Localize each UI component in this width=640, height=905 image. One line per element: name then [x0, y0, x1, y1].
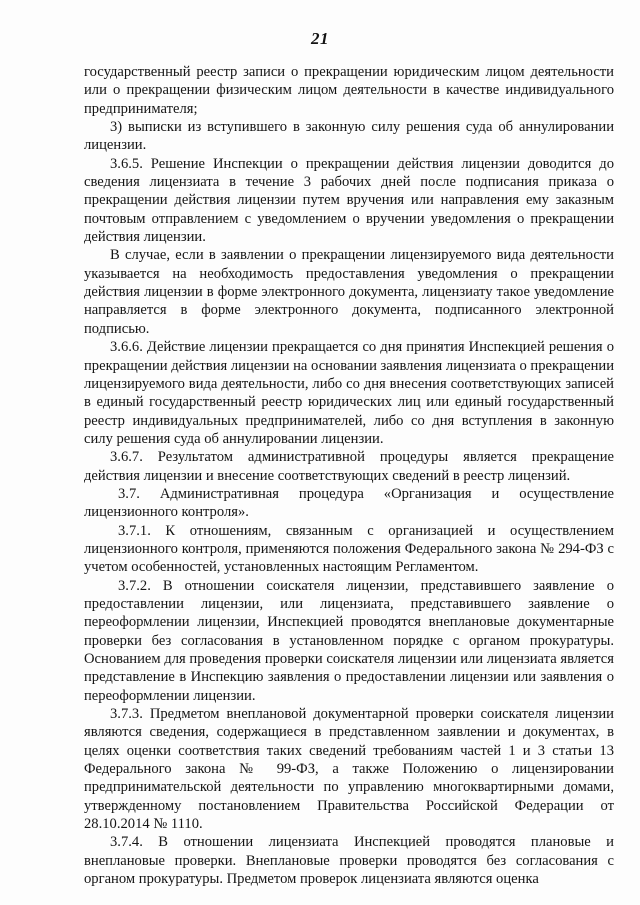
paragraph-3-6-7: 3.6.7. Результатом административной процедуры является прекращение действия лицензии и внесение соответствующих сведений в реестр лицензий. — [84, 449, 614, 484]
paragraph-3-7-4: 3.7.4. В отношении лицензиата Инспекцией проводятся плановые и внеплановые проверки. Внеплановые проверки проводятся без согласования с органом прокуратуры. Предметом проверок лицензиата являются оценка — [84, 834, 614, 888]
paragraph-3-6-6: 3.6.6. Действие лицензии прекращается со дня принятия Инспекцией решения о прекращении действия лицензии на основании заявления лицензиата о прекращении лицензируемого вида деятельности, либо со дня внесения соответствующих записей в единый государственный реестр юридических лиц или единый государственный реестр индивидуальных предпринимателей, либо со дня вступления в законную силу решения суда об аннулировании лицензии. — [84, 339, 615, 447]
paragraph-3-7-2: 3.7.2. В отношении соискателя лицензии, представившего заявление о предоставлении лицензии, или лицензиата, представившего заявление о переоформлении лицензии, Инспекцией проводятся внеплановые документарные проверки без согласования в установленном порядке с органом прокуратуры. Основанием для проведения проверки соискателя лицензии или лицензиата является представление в Инспекцию заявления о предоставлении лицензии или заявления о переоформлении лицензии. — [84, 577, 614, 704]
paragraph-registry-records: государственный реестр записи о прекращении юридическим лицом деятельности или о прекращении физическим лицом деятельности в качестве индивидуального предпринимателя; — [84, 64, 614, 117]
paragraph-electronic-notice: В случае, если в заявлении о прекращении лицензируемого вида деятельности указывается на необходимость предоставления уведомления о прекращении действия лицензии в форме электронного документа, лицензиату такое уведомление направляется в форме электронного документа, подписанного электронной подписью. — [84, 247, 614, 337]
paragraph-3-7: 3.7. Административная процедура «Организация и осуществление лицензионного контроля». — [84, 485, 614, 521]
document-body — [84, 63, 614, 888]
paragraph-3-6-5: 3.6.5. Решение Инспекции о прекращении действия лицензии доводится до сведения лицензиата в течение 3 рабочих дней после подписания приказа о прекращении действия лицензии путем вручения или направления ему заказным почтовым отправлением с уведомлением о вручении уведомления о прекращении действия лицензии. — [84, 155, 614, 246]
paragraph-court-decision-extracts: 3) выписки из вступившего в законную силу решения суда об аннулировании лицензии. — [84, 119, 614, 154]
paragraph-3-7-1: 3.7.1. К отношениям, связанным с организацией и осуществлением лицензионного контроля, применяются положения Федерального закона № 294-ФЗ с учетом особенностей, установленных настоящим Регламентом. — [84, 522, 614, 576]
paragraph-3-7-3: 3.7.3. Предметом внеплановой документарной проверки соискателя лицензии являются сведения, содержащиеся в представленном заявлении и документах, в целях оценки соответствия таких сведений требованиям частей 1 и 3 статьи 13 Федерального закона № 99-ФЗ, а также Положению о лицензировании предпринимательской деятельности по управлению многоквартирными домами, утвержденному постановлением Правительства Российской Федерации от 28.10.2014 № 1110. — [84, 706, 614, 833]
page-number: 21 — [311, 29, 329, 48]
